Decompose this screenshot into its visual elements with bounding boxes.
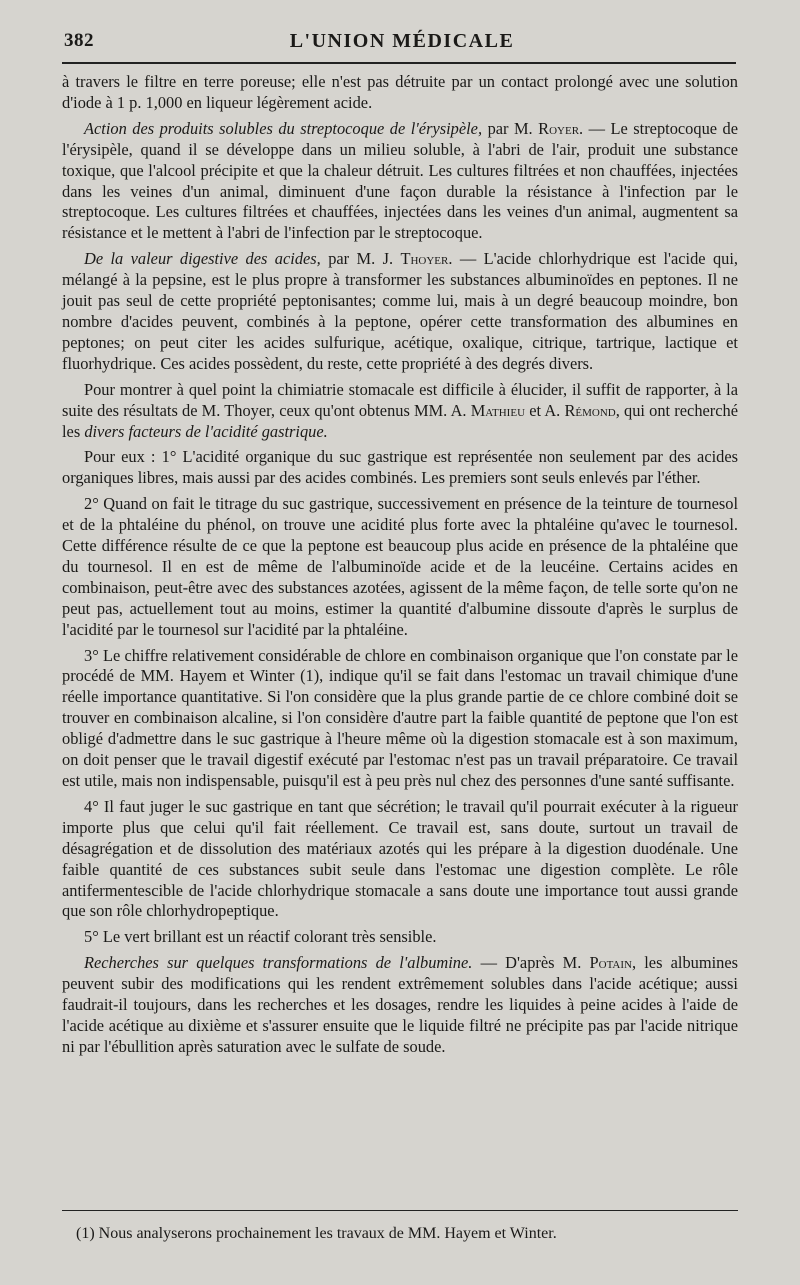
paragraph-text: Pour montrer à quel point la chimiatrie stomacale est difficile à élucider, il suffit de rapporter, à la suite des résultats de M. Thoyer, ceux qu'ont obtenus MM. A. [62,379,738,420]
running-title: L'UNION MÉDICALE [289,30,515,52]
page-header [64,26,740,56]
page-number: 382 [64,30,94,51]
section-title-erysipele: Action des produits solubles du streptocoque de l'érysipèle, [84,118,483,138]
paragraph-point-3: 3° Le chiffre relativement considérable de chlore en combinaison organique que l'on constate par le procédé de MM. Hayem et Winter (1), indique qu'il se fait dans l'estomac un travail chimique d'une réelle importance quantitative. Si l'on considère que la plus grande partie de ce chlore combiné doit se trouver en combinaison alcaline, si l'on considère d'autre part la faible quantité de peptone que l'on est obligé d'admettre dans le suc gastrique à l'heure même où la digestion stomacale est à son maximum, on doit penser que le travail digestif exécuté par l'estomac n'est pas un travail préparatoire. Ce travail est utile, mais non indispensable, puisqu'il est à peu près nul chez des personnes d'une santé suffisante. [62,645,738,790]
section-title-acides: De la valeur digestive des acides, [84,249,321,269]
paragraph-point-1: Pour eux : 1° L'acidité organique du suc gastrique est représentée non seulement par des acides organiques libres, mais aussi par des acides combinés. Les premiers sont seuls enlevés par l'éther. [62,447,738,488]
paragraph-potain [62,953,738,1058]
author-potain: Potain [589,953,632,973]
author-remond: Rémond [564,400,616,420]
article-body [62,72,738,1063]
paragraph-potain-text: , les albumines peuvent subir des modifications qui les rendent extrêmement solubles dans l'acide acétique; aussi faudrait-il toujours, dans les recherches et les dosages, rendre les liquides à peine acides à l'aide de l'acide acétique au dixième et s'assurer ensuite que le liquide filtré ne précipite pas par l'acide nitrique ni par l'ébullition après saturation avec le sulfate de soude. [62,953,739,1056]
author-thoyer: Thoyer [400,249,449,269]
paragraph-text: et A. [525,400,565,420]
paragraph-chimiatrie [62,380,738,443]
paragraph-point-4: 4° Il faut juger le suc gastrique en tant que sécrétion; le travail qu'il pourrait exécuter à la rigueur importe plus que celui qu'il fait réellement. Ce travail est, sans doute, surtout un travail de désagrégation et de dissolution des matériaux azotés qui les prépare à la digestion duodénale. Une faible quantité de ces substances subit seule dans l'estomac une digestion complète. Le rôle antifermentescible de l'acide chlorhydrique stomacale a sans doute une importance tout aussi grande que son rôle chlorhydropeptique. [62,796,738,921]
paragraph-continuation: à travers le filtre en terre poreuse; elle n'est pas détruite par un contact prolongé avec une solution d'iode à 1 p. 1,000 en liqueur légèrement acide. [62,72,738,112]
header-rule [62,62,736,64]
section-title-albumine: Recherches sur quelques transformations de l'albumine. [84,953,473,973]
author-prefix: — D'après M. [472,953,590,973]
paragraph-royer [62,119,738,244]
paragraph-royer-text: . — Le streptocoque de l'érysipèle, quand il se développe dans un milieu soluble, à l'abri de l'air, produit une substance toxique, que l'alcool précipite et que la chaleur détruit. Les cultures filtrées et non chauffées, injectées dans les veines d'un animal, diminuent d'une façon durable la résistance à l'infection par le streptocoque. Les cultures filtrées et chauffées, injectées dans les veines d'un animal, augmentent sa résistance et le mettent à l'abri de l'infection par le streptocoque. [62,118,738,243]
author-mathieu: Mathieu [470,400,526,420]
author-royer: Royer [538,118,580,138]
paragraph-text: , qui ont recherché les [62,400,738,441]
emphasis-facteurs: divers facteurs de l'acidité gastrique. [84,421,328,441]
paragraph-thoyer-text: . — L'acide chlorhydrique est l'acide qui, mélangé à la pepsine, est le plus propre à transformer les substances albuminoïdes en peptones. Il ne jouit pas seul de cette propriété peptonisantes; comme lui, mais à un degré beaucoup moindre, bon nombre d'acides peuvent, combinés à la peptone, opérer cette transformation des albumines en peptones; on peut citer les acides sulfurique, acétique, oxalique, citrique, tartrique, lactique et fluorhydrique. Ces acides possèdent, du reste, cette propriété à des degrés divers. [62,249,739,373]
author-prefix: par M. [487,118,539,138]
paragraph-thoyer [62,249,738,374]
author-prefix: par M. J. [328,249,401,269]
footnote: (1) Nous analyserons prochainement les travaux de MM. Hayem et Winter. [76,1225,557,1242]
paragraph-point-5: 5° Le vert brillant est un réactif colorant très sensible. [84,927,437,947]
footnote-rule [62,1210,738,1211]
paragraph-point-2: 2° Quand on fait le titrage du suc gastrique, successivement en présence de la teinture de tournesol et de la phtaléine du phénol, on trouve une acidité plus forte avec la phtaléine qu'avec le tournesol. Cette différence résulte de ce que la peptone est beaucoup plus acide en présence de la phtaléine que du tournesol. Il en est de même de l'albuminoïde acide et de la leucéine. Certains acides en combinaison, peut-être avec des substances azotées, agissent de la même façon, de telle sorte qu'on ne peut pas, actuellement tout au moins, estimer la quantité d'albumine dissoute d'après le surplus de l'acidité par le tournesol sur l'acidité par la phtaléine. [62,494,738,639]
